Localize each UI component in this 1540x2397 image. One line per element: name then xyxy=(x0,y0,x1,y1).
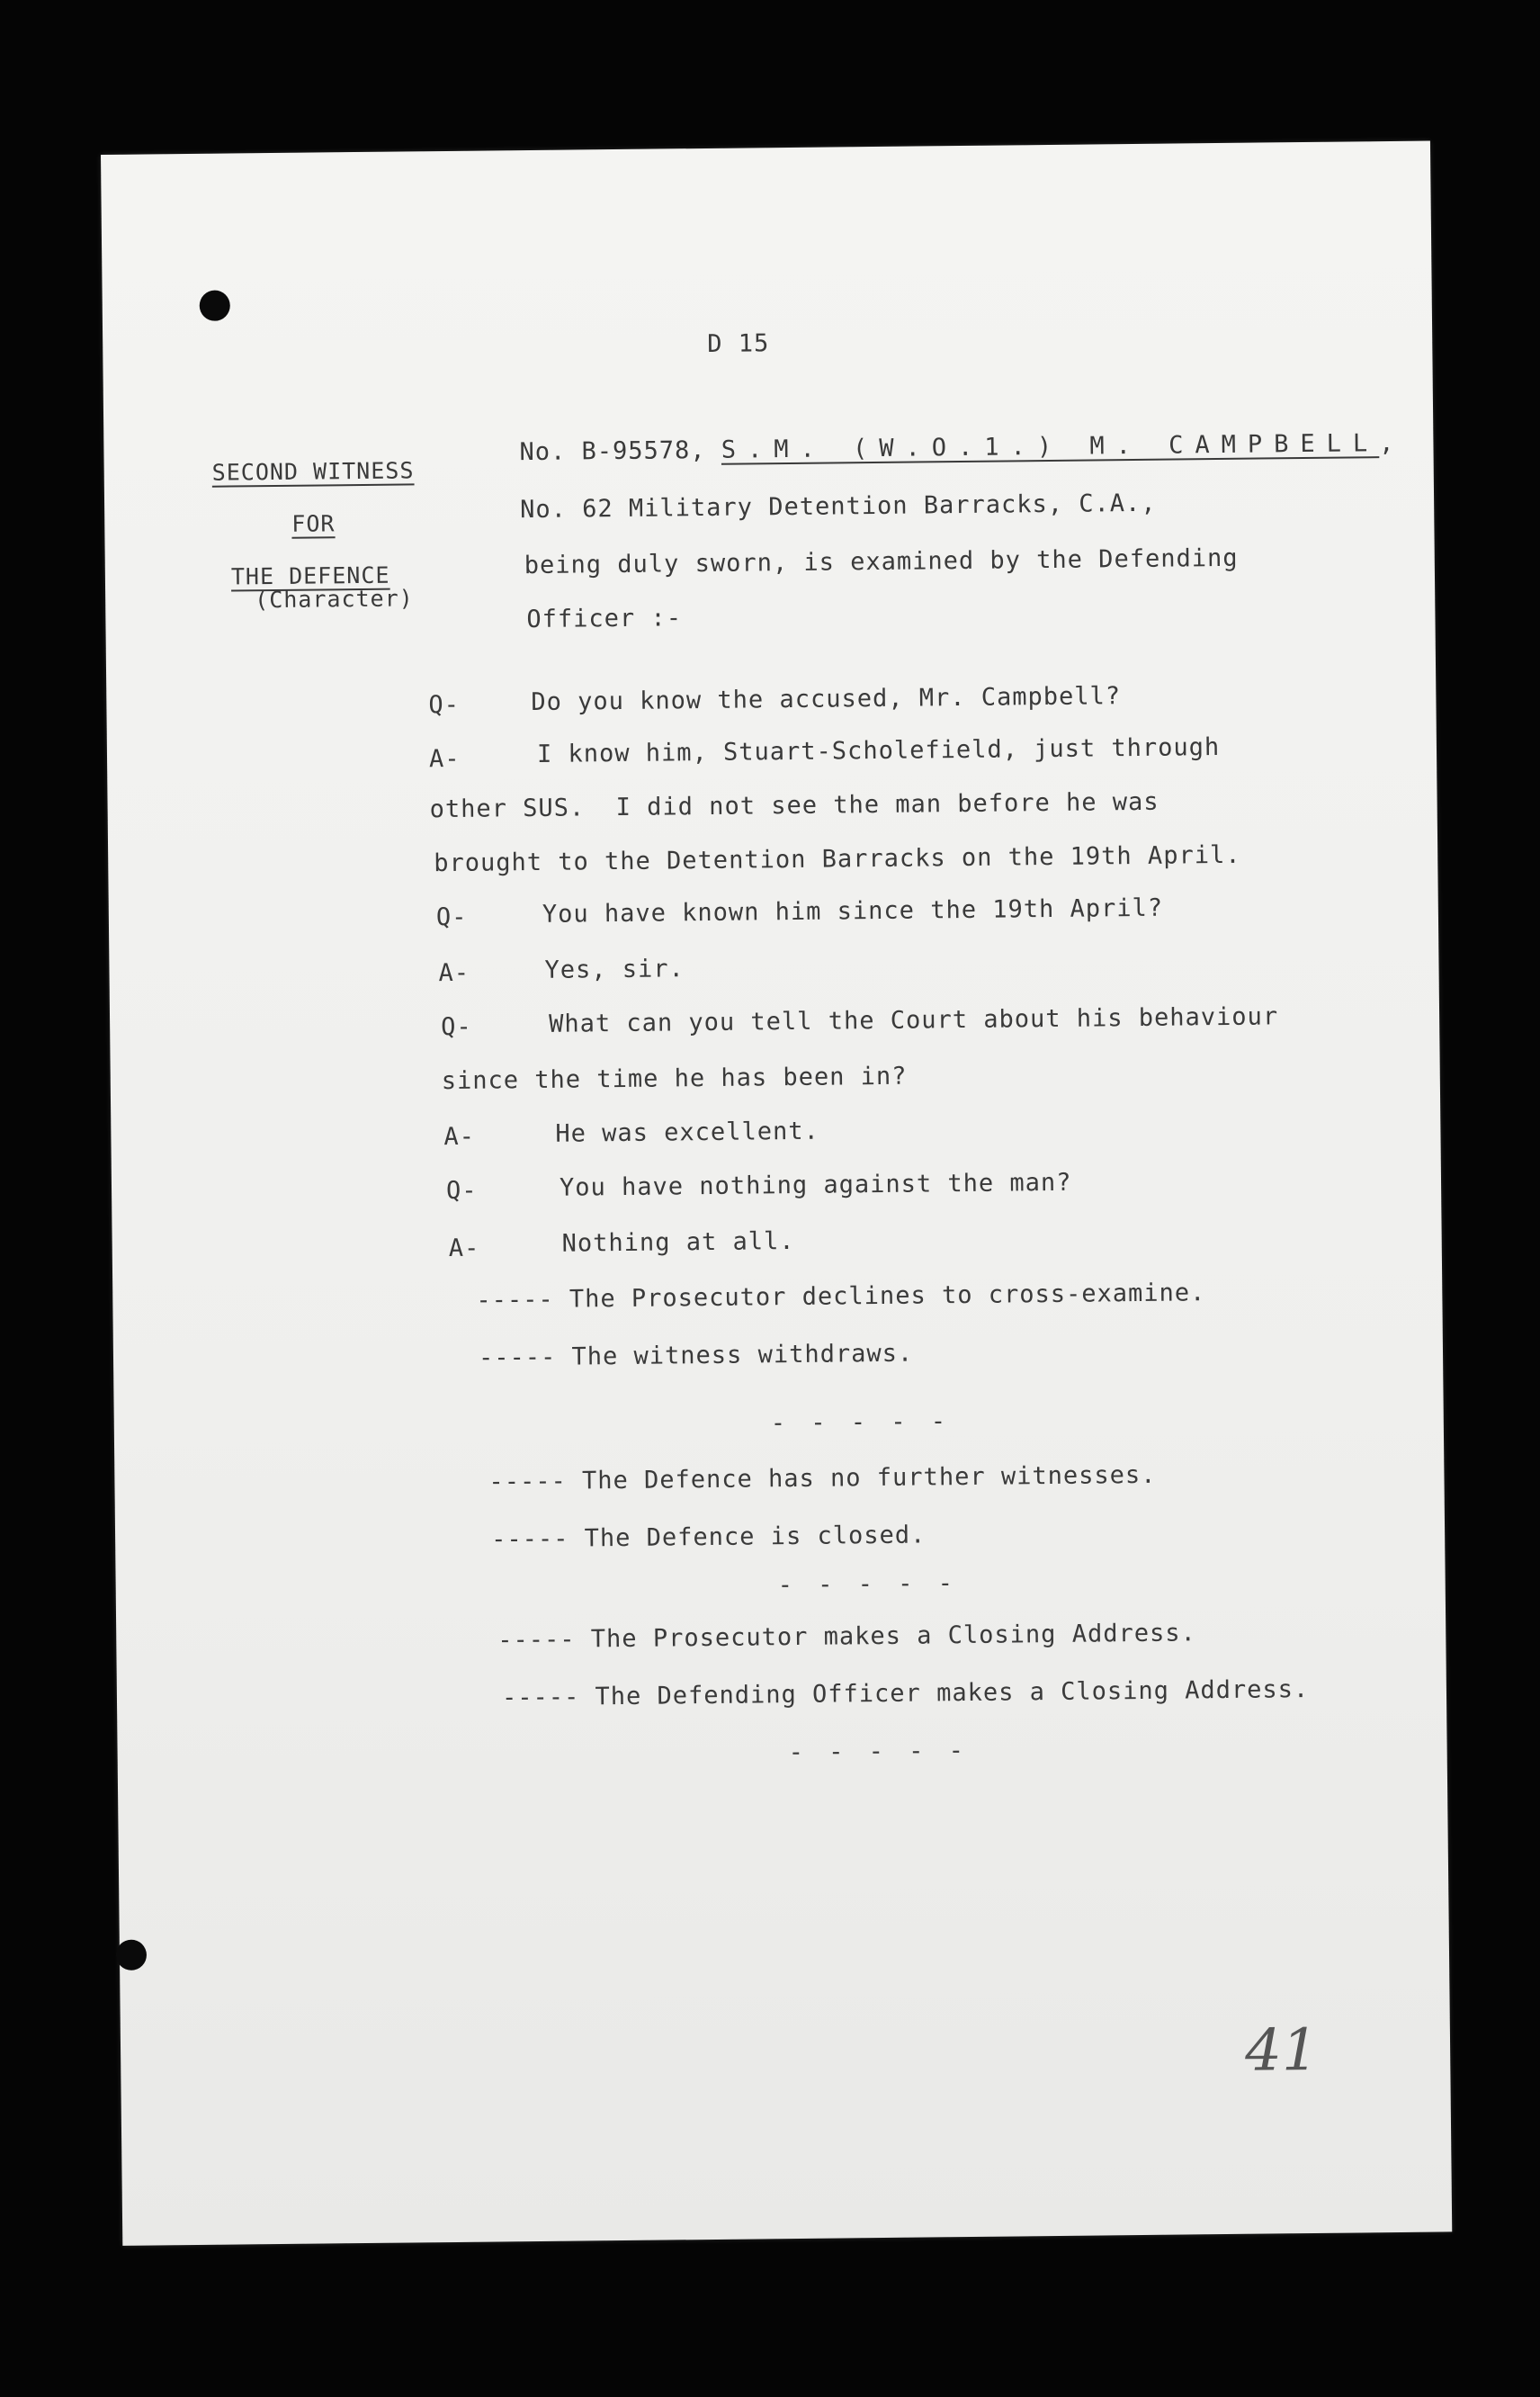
mark-a3: A- xyxy=(443,1122,476,1152)
mark-q4: Q- xyxy=(445,1176,478,1206)
exchange-text-11: Nothing at all. xyxy=(561,1226,795,1258)
mark-a1: A- xyxy=(428,744,461,774)
proceeding-no-further-witnesses: ----- The Defence has no further witnesses. xyxy=(488,1460,1157,1496)
exchange-text-8: since the time he has been in? xyxy=(441,1062,908,1096)
proceeding-witness-withdraws: ----- The witness withdraws. xyxy=(478,1339,914,1372)
heading-second-witness: SECOND WITNESS xyxy=(211,457,415,486)
witness-line-1 xyxy=(519,429,1394,466)
witness-officer: Officer :- xyxy=(526,604,683,634)
separator-1: - - - - - xyxy=(770,1407,952,1438)
witness-sworn: being duly sworn, is examined by the Defending xyxy=(524,543,1239,580)
witness-comma: , xyxy=(1378,428,1395,458)
mark-q2: Q- xyxy=(435,902,468,932)
document-page xyxy=(101,141,1452,2246)
proceeding-prosecutor-declines: ----- The Prosecutor declines to cross-examine. xyxy=(476,1279,1206,1315)
exchange-text-2: I know him, Stuart-Scholefield, just through xyxy=(536,733,1221,768)
punch-hole-top xyxy=(200,291,230,321)
exchange-text-4: brought to the Detention Barracks on the 19th April. xyxy=(434,840,1241,878)
separator-2: - - - - - xyxy=(777,1569,959,1600)
proceeding-defence-closed: ----- The Defence is closed. xyxy=(490,1521,927,1554)
witness-name: S.M. (W.O.1.) M. CAMPBELL xyxy=(721,429,1380,464)
separator-3: - - - - - xyxy=(788,1736,970,1767)
mark-q1: Q- xyxy=(428,690,461,720)
witness-unit: No. 62 Military Detention Barracks, C.A., xyxy=(519,489,1157,525)
exchange-text-7: What can you tell the Court about his behaviour xyxy=(548,1002,1279,1038)
exchange-text-6: Yes, sir. xyxy=(544,955,685,984)
mark-a4: A- xyxy=(448,1234,480,1263)
exchange-text-9: He was excellent. xyxy=(555,1117,819,1148)
heading-the-defence: THE DEFENCE xyxy=(230,561,390,590)
proceeding-defending-officer-closing: ----- The Defending Officer makes a Closing Address. xyxy=(501,1675,1310,1712)
heading-character: (Character) xyxy=(255,585,414,614)
folio-number: 41 xyxy=(1244,2016,1319,2085)
witness-number: No. B-95578, xyxy=(519,435,721,467)
mark-q3: Q- xyxy=(441,1012,472,1042)
exchange-text-5: You have known him since the 19th April? xyxy=(542,893,1164,929)
heading-for: FOR xyxy=(291,510,336,537)
proceeding-prosecutor-closing: ----- The Prosecutor makes a Closing Address. xyxy=(497,1619,1196,1655)
page-reference: D 15 xyxy=(707,329,770,358)
mark-a2: A- xyxy=(438,958,470,988)
punch-hole-bottom xyxy=(116,1940,147,1971)
exchange-text-10: You have nothing against the man? xyxy=(559,1168,1072,1202)
exchange-text-3: other SUS. I did not see the man before he was xyxy=(429,787,1159,824)
exchange-text-1: Do you know the accused, Mr. Campbell? xyxy=(531,682,1122,717)
